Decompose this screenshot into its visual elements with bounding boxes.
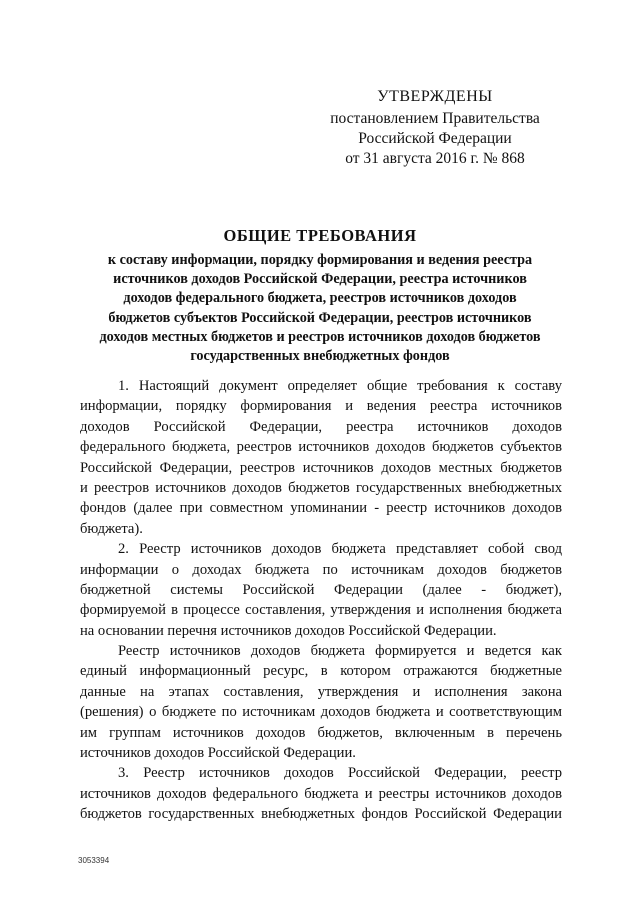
body-line: единый информационный ресурс, в котором отражаются бюджетные	[80, 663, 562, 680]
body-line: Реестр источников доходов бюджета формируется и ведется как	[118, 643, 562, 660]
body-line: бюджетов государственных внебюджетных фондов Российской Федерации	[80, 806, 562, 823]
body-line: 3. Реестр источников доходов Российской Федерации, реестр	[118, 765, 562, 782]
body-line: на основании перечня источников доходов Российской Федерации.	[80, 622, 497, 639]
body-line: бюджета).	[80, 520, 143, 537]
document-title: ОБЩИЕ ТРЕБОВАНИЯ	[223, 226, 417, 245]
subtitle-line: государственных внебюджетных фондов	[190, 348, 450, 365]
body-line: и реестров источников доходов бюджетов государственных внебюджетных	[80, 479, 562, 496]
body-line: фондов (далее при совместном упоминании - реестр источников доходов	[80, 500, 562, 517]
subtitle-line: доходов местных бюджетов и реестров источников доходов бюджетов	[99, 328, 541, 345]
body-line: 2. Реестр источников доходов бюджета представляет собой свод	[118, 541, 562, 558]
body-line: доходов Российской Федерации, реестра источников доходов	[80, 418, 562, 435]
body-line: Российской Федерации, реестров источников доходов местных бюджетов	[80, 459, 562, 476]
body-line: (решения) о бюджете по источникам доходов бюджета и соответствующим	[80, 704, 562, 721]
body-line: источников доходов федерального бюджета и реестры источников доходов	[80, 785, 562, 802]
body-line: информации о доходах бюджета по источникам доходов бюджетов	[80, 561, 562, 578]
body-line: им группам источников доходов бюджетов, включенным в перечень	[80, 724, 562, 741]
approval-line-2: Российской Федерации	[358, 130, 512, 147]
document-body	[80, 376, 562, 825]
body-line: информации, порядку формирования и ведения реестра источников	[80, 398, 562, 415]
body-line: формируемой в процессе составления, утверждения и исполнения бюджета	[80, 602, 562, 619]
body-line: 1. Настоящий документ определяет общие требования к составу	[118, 378, 562, 394]
document-code: 3053394	[78, 856, 110, 865]
body-line: данные на этапах составления, утверждения и исполнения закона	[80, 683, 562, 700]
body-line: источников доходов Российской Федерации.	[80, 745, 356, 762]
body-line: бюджетной системы Российской Федерации (далее - бюджет),	[80, 581, 562, 598]
document-subtitle	[70, 251, 570, 366]
approval-line-1: постановлением Правительства	[330, 110, 540, 127]
approval-block	[330, 87, 540, 169]
approval-line-3: от 31 августа 2016 г. № 868	[345, 150, 525, 167]
body-line: федерального бюджета, реестров источников доходов бюджетов субъектов	[80, 439, 562, 456]
subtitle-line: доходов федерального бюджета, реестров источников доходов	[123, 290, 517, 307]
subtitle-line: источников доходов Российской Федерации, реестра источников	[113, 271, 527, 288]
subtitle-line: бюджетов субъектов Российской Федерации, реестров источников	[108, 309, 532, 326]
approval-heading: УТВЕРЖДЕНЫ	[377, 88, 493, 105]
subtitle-line: к составу информации, порядку формирования и ведения реестра	[107, 252, 533, 268]
